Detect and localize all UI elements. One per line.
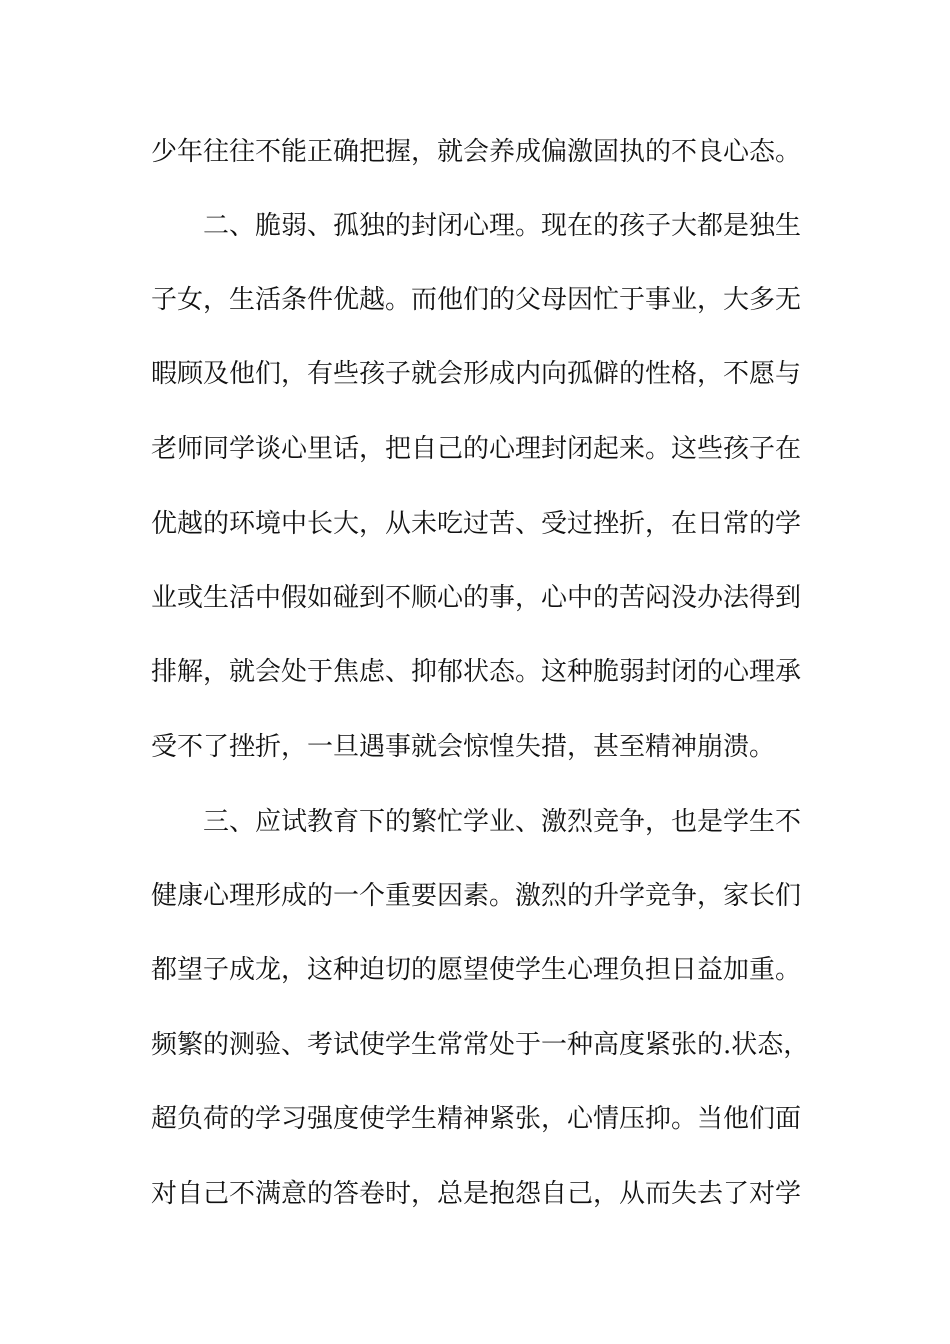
text-line: 都望子成龙，这种迫切的愿望使学生心理负担日益加重。 <box>151 955 802 985</box>
text-line: 老师同学谈心里话，把自己的心理封闭起来。这些孩子在 <box>151 434 802 464</box>
paragraph-heading-2: 二、脆弱、孤独的封闭心理。现在的孩子大都是独生 <box>203 211 802 241</box>
text-line: 优越的环境中长大，从未吃过苦、受过挫折，在日常的学 <box>151 509 802 539</box>
text-line: 超负荷的学习强度使学生精神紧张，心情压抑。当他们面 <box>151 1104 802 1134</box>
text-line: 子女，生活条件优越。而他们的父母因忙于事业，大多无 <box>151 285 802 315</box>
text-line: 受不了挫折，一旦遇事就会惊惶失措，甚至精神崩溃。 <box>151 732 776 762</box>
text-line: 业或生活中假如碰到不顺心的事，心中的苦闷没办法得到 <box>151 583 802 613</box>
text-line: 少年往往不能正确把握，就会养成偏激固执的不良心态。 <box>151 137 802 167</box>
text-line: 健康心理形成的一个重要因素。激烈的升学竞争，家长们 <box>151 881 802 911</box>
paragraph-heading-3: 三、应试教育下的繁忙学业、激烈竞争，也是学生不 <box>203 807 802 837</box>
text-line: 暇顾及他们，有些孩子就会形成内向孤僻的性格，不愿与 <box>151 359 802 389</box>
text-line: 排解，就会处于焦虑、抑郁状态。这种脆弱封闭的心理承 <box>151 657 802 687</box>
text-line: 频繁的测验、考试使学生常常处于一种高度紧张的.状态， <box>151 1030 810 1060</box>
text-line: 对自己不满意的答卷时，总是抱怨自己，从而失去了对学 <box>151 1179 802 1209</box>
